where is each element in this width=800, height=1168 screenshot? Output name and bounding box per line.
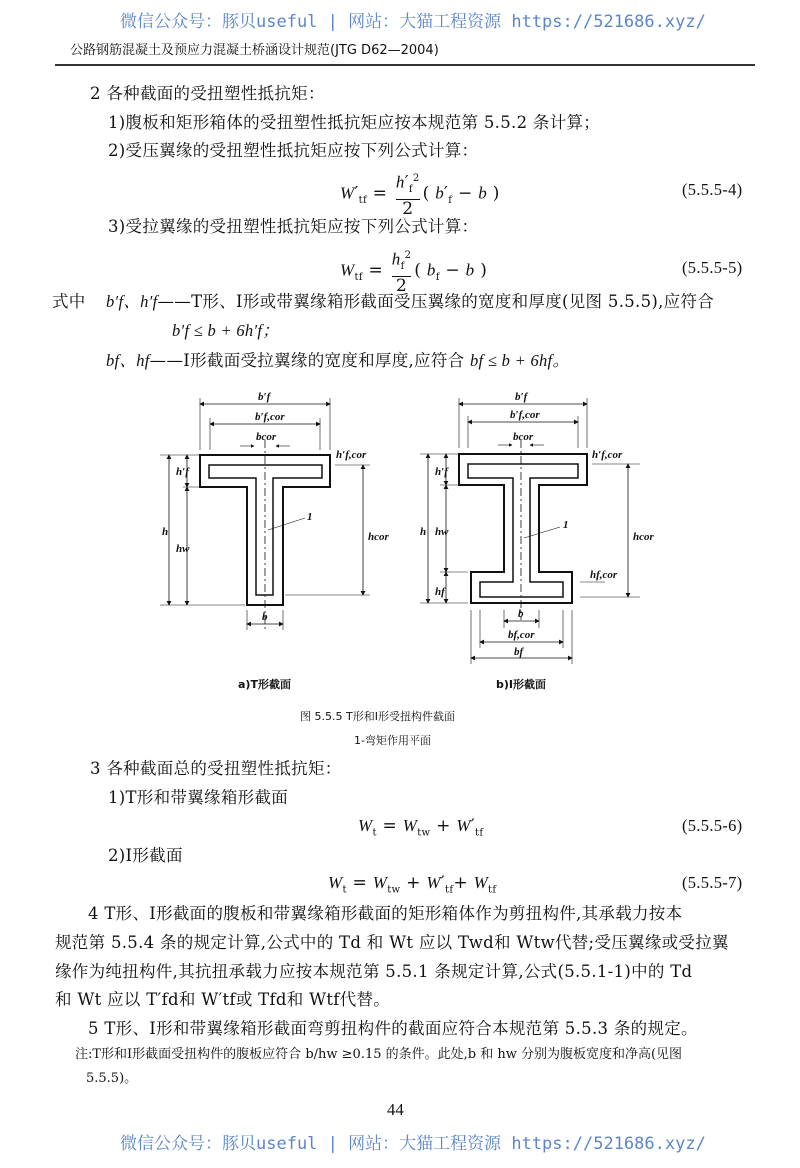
label-bf-prime: b′f <box>515 391 528 403</box>
label-hf: hf <box>435 586 445 598</box>
label-hw: hw <box>435 526 449 538</box>
symbol: bf、hf <box>106 351 150 370</box>
paragraph-4-line: 和 Wt 应以 T′fd和 W′tf或 Tfd和 Wtf代替。 <box>55 990 391 1009</box>
label-b: b <box>518 608 524 620</box>
formula-5-5-5-6: $W_t = W_{tw} + W'_{tf}$ <box>358 816 484 839</box>
section-3-item-2: 2)I形截面 <box>108 846 183 865</box>
paragraph-4-line: 缘作为纯扭构件,其抗扭承载力应按本规范第 5.5.1 条规定计算,公式(5.5.1-1)中的 Td <box>55 962 693 981</box>
section-2-item-1: 1)腹板和矩形箱体的受扭塑性抵抗矩应按本规范第 5.5.2 条计算； <box>108 113 601 132</box>
running-header: 公路钢筋混凝土及预应力混凝土桥涵设计规范(JTG D62—2004) <box>70 43 439 58</box>
symbol: b′f、h′f <box>106 292 158 311</box>
watermark-bottom: 微信公众号：豚贝useful | 网站：大猫工程资源 https://521686.xyz/ <box>120 1134 706 1154</box>
caption-b: b)I形截面 <box>496 678 546 691</box>
i-section-labels <box>420 391 655 658</box>
section-2-title: 2 各种截面的受扭塑性抵抗矩： <box>90 84 325 103</box>
condition: bf ≤ b + 6hf。 <box>469 351 570 370</box>
section-3-item-1: 1)T形和带翼缘箱形截面 <box>108 788 289 807</box>
page-number: 44 <box>387 1100 405 1119</box>
label-hfcor-prime: h′f,cor <box>336 449 367 461</box>
condition: b′f ≤ b + 6h′f； <box>172 321 280 340</box>
label-h: h <box>162 526 169 538</box>
equation-number: (5.5.5-7) <box>682 873 743 892</box>
label-h: h <box>420 526 427 538</box>
caption-a: a)T形截面 <box>238 678 291 691</box>
equation-number: (5.5.5-5) <box>682 258 743 277</box>
label-hfcor-prime: h′f,cor <box>592 449 623 461</box>
label-bcor: bcor <box>256 431 277 443</box>
label-hcor: hcor <box>633 531 654 543</box>
formula-5-5-5-7: $W_t = W_{tw} + W'_{tf}+ W_{tf}$ <box>328 873 497 896</box>
section-2-item-3: 3)受拉翼缘的受扭塑性抵抗矩应按下列公式计算： <box>108 217 479 236</box>
definition-text: ——I形截面受拉翼缘的宽度和厚度,应符合 <box>149 351 465 370</box>
label-bfcor-prime: b′f,cor <box>510 409 540 421</box>
figure-title: 图 5.5.5 T形和I形受扭构件截面 <box>300 710 455 723</box>
definition-text: ——T形、I形或带翼缘箱形截面受压翼缘的宽度和厚度(见图 5.5.5),应符合 <box>157 292 715 311</box>
label-bcor: bcor <box>513 431 534 443</box>
watermark-top: 微信公众号：豚贝useful | 网站：大猫工程资源 https://521686.xyz/ <box>120 12 706 32</box>
label-bf: bf <box>514 646 524 658</box>
section-2-item-2: 2)受压翼缘的受扭塑性抵抗矩应按下列公式计算： <box>108 141 479 160</box>
figure-note: 1-弯矩作用平面 <box>354 734 431 747</box>
label-hf-prime: h′f <box>176 466 189 478</box>
label-bfcor: bf,cor <box>508 629 535 641</box>
label-hw: hw <box>176 543 190 555</box>
label-hcor: hcor <box>368 531 389 543</box>
where-label: 式中 <box>52 292 86 311</box>
label-1: 1 <box>307 511 313 523</box>
label-hf-prime: h′f <box>435 466 448 478</box>
paragraph-4-line: 规范第 5.5.4 条的规定计算,公式中的 Td 和 Wt 应以 Twd和 Wtw代替;受压翼缘或受拉翼 <box>55 933 729 952</box>
label-1: 1 <box>563 519 569 531</box>
note-line: 5.5.5)。 <box>86 1071 138 1086</box>
label-b: b <box>262 611 268 623</box>
equation-number: (5.5.5-6) <box>682 816 743 835</box>
label-bfcor-prime: b′f,cor <box>255 411 285 423</box>
formula-5-5-5-5: $W_{tf}$ = $\frac{h_f^2}{2}$ ( $b_f - b$ ) <box>340 249 488 297</box>
label-hfcor: hf,cor <box>590 569 618 581</box>
label-bf-prime: b′f <box>258 391 271 403</box>
formula-5-5-5-4: $W'_{tf}$ = $\frac{h'_f^2}{2}$ ( $b'_f - b$ ) <box>340 172 500 220</box>
section-3-title: 3 各种截面总的受扭塑性抵抗矩： <box>90 759 342 778</box>
paragraph-5: 5 T形、I形和带翼缘箱形截面弯剪扭构件的截面应符合本规范第 5.5.3 条的规定。 <box>88 1019 698 1038</box>
t-section-labels <box>162 391 390 623</box>
paragraph-4-line: 4 T形、I形截面的腹板和带翼缘箱形截面的矩形箱体作为剪扭构件,其承载力按本 <box>88 904 683 923</box>
note-line: 注:T形和I形截面受扭构件的腹板应符合 b/hw ≥0.15 的条件。此处,b 和 hw 分别为腹板宽度和净高(见图 <box>75 1047 683 1062</box>
equation-number: (5.5.5-4) <box>682 180 743 199</box>
